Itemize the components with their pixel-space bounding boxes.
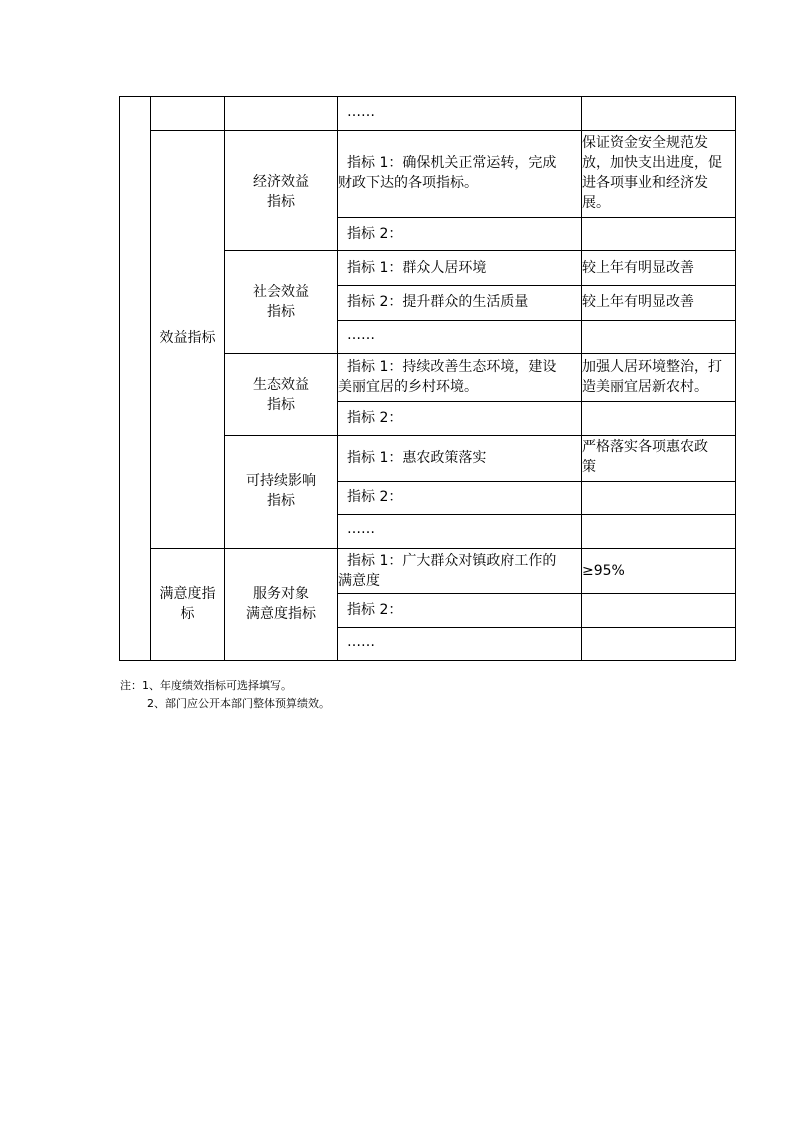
level1-benefit-label: 效益指标 xyxy=(159,330,216,346)
group-economic-label: 经济效益 指标 xyxy=(253,174,309,210)
indicator-cell: 指标 1：持续改善生态环境，建设 美丽宜居的乡村环境。 xyxy=(338,359,557,395)
table-row-divider xyxy=(337,285,736,286)
indicator-cell: 指标 2： xyxy=(347,602,403,618)
table-row-divider xyxy=(337,217,736,218)
indicator-cell: …… xyxy=(347,104,375,120)
indicator-cell: 指标 1：群众人居环境 xyxy=(347,260,487,276)
indicator-cell: 指标 2： xyxy=(347,410,403,426)
table-border-right xyxy=(735,96,736,661)
indicator-cell: 指标 2： xyxy=(347,489,403,505)
indicator-cell: 指标 2： xyxy=(347,226,403,242)
level1-satisfaction-label: 满意度指 标 xyxy=(159,586,216,622)
value-cell: 严格落实各项惠农政 策 xyxy=(582,439,708,475)
table-row-divider xyxy=(337,514,736,515)
indicator-cell: …… xyxy=(347,521,375,537)
indicator-cell: …… xyxy=(347,327,375,343)
table-row-divider xyxy=(224,353,736,354)
table-row-divider xyxy=(150,548,736,549)
indicator-cell: 指标 1：惠农政策落实 xyxy=(347,450,487,466)
indicator-cell: 指标 1：确保机关正常运转，完成 财政下达的各项指标。 xyxy=(338,155,557,191)
table-row-divider xyxy=(337,320,736,321)
table-row-divider xyxy=(224,250,736,251)
table-row-divider xyxy=(337,593,736,594)
table-row-divider xyxy=(150,130,736,131)
table-row-divider xyxy=(337,401,736,402)
note-line-2: 2、部门应公开本部门整体预算绩效。 xyxy=(147,697,330,710)
table-border-left xyxy=(119,96,120,661)
indicator-cell: 指标 2：提升群众的生活质量 xyxy=(347,294,529,310)
table-row-divider xyxy=(224,435,736,436)
group-social-label: 社会效益 指标 xyxy=(253,284,309,320)
value-cell: ≥95% xyxy=(582,563,625,579)
indicator-cell: …… xyxy=(347,634,375,650)
table-border-top xyxy=(119,96,736,97)
indicator-cell: 指标 1：广大群众对镇政府工作的 满意度 xyxy=(338,553,557,589)
group-sustainability-label: 可持续影响 指标 xyxy=(246,473,316,509)
value-cell: 较上年有明显改善 xyxy=(582,294,694,310)
table-row-divider xyxy=(337,627,736,628)
value-cell: 保证资金安全规范发 放，加快支出进度，促 进各项事业和经济发 展。 xyxy=(582,135,722,211)
note-line-1: 注：1、年度绩效指标可选择填写。 xyxy=(120,679,292,692)
value-cell: 较上年有明显改善 xyxy=(582,260,694,276)
table-row-divider xyxy=(337,481,736,482)
table-col-divider xyxy=(150,96,151,661)
table-border-bottom xyxy=(119,660,736,661)
value-cell: 加强人居环境整治，打 造美丽宜居新农村。 xyxy=(582,359,722,395)
group-ecological-label: 生态效益 指标 xyxy=(253,377,309,413)
group-service-satisfaction-label: 服务对象 满意度指标 xyxy=(246,586,316,622)
